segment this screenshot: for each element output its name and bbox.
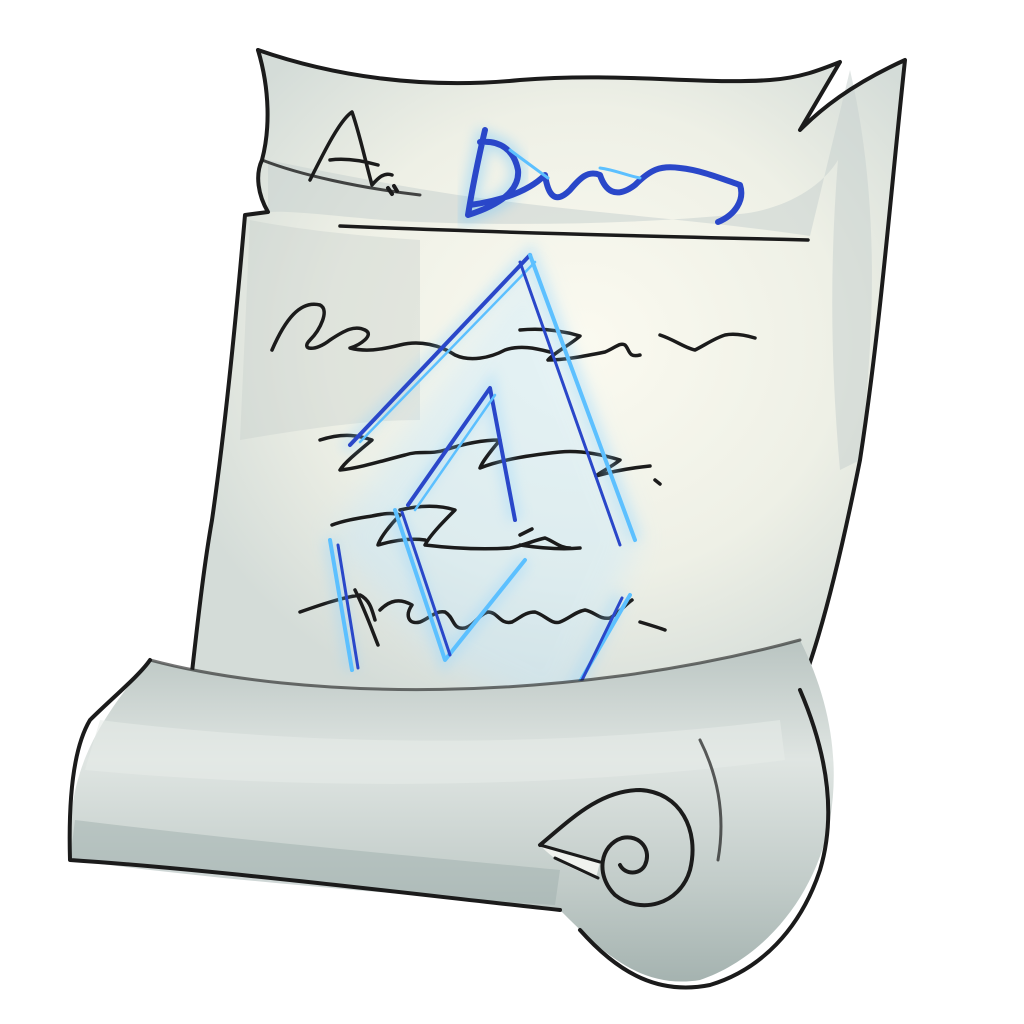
scroll-roll [70,640,834,988]
